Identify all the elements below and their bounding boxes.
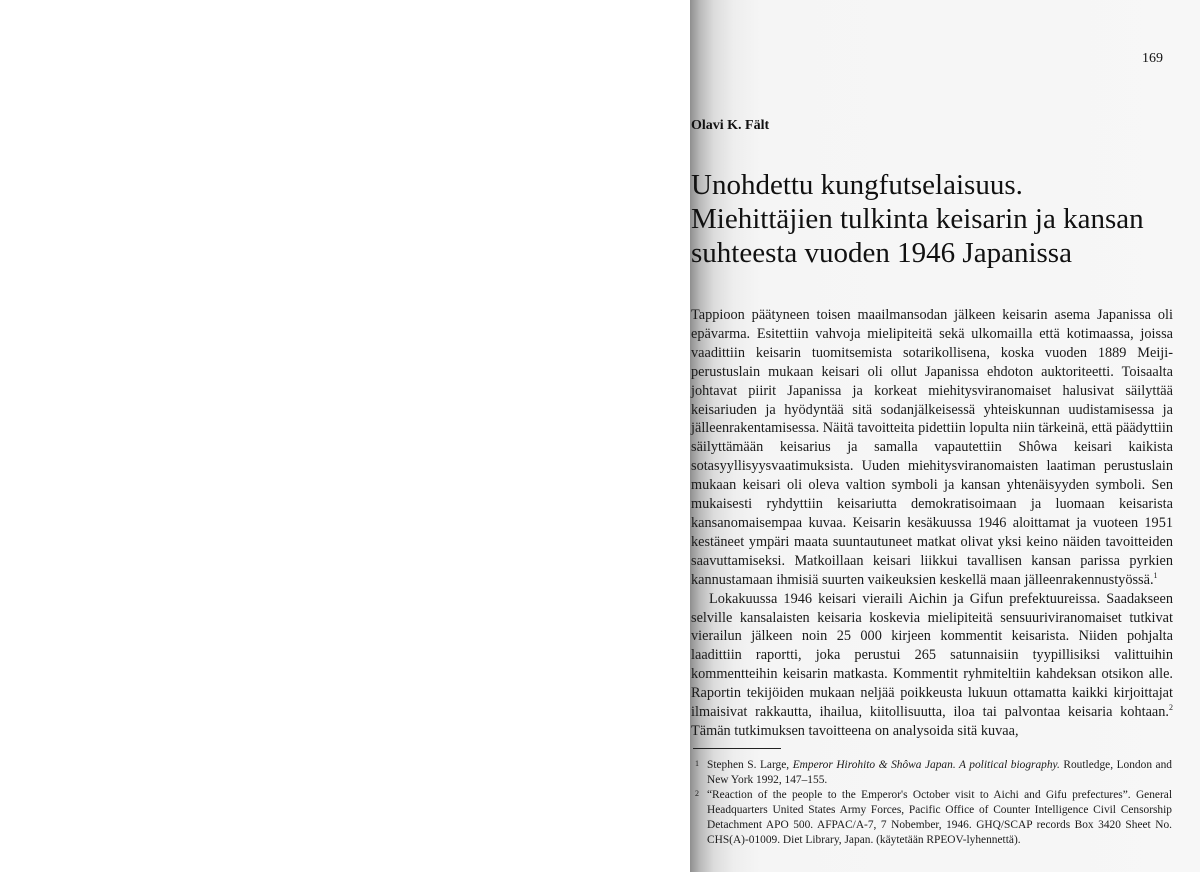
footnotes bbox=[692, 758, 1172, 848]
footnote-number: 1 bbox=[695, 759, 699, 768]
footnote-2 bbox=[692, 788, 1172, 848]
article-title: Unohdettu kungfutselaisuus. Miehittäjien tulkinta keisarin ja kansan suhteesta vuoden 1946 Japanissa bbox=[691, 169, 1144, 269]
footnote-divider bbox=[693, 748, 781, 749]
footnote-1-author: Stephen S. Large, bbox=[707, 759, 793, 771]
paragraph-2-text: Lokakuussa 1946 keisari vieraili Aichin ja Gifun prefektuureissa. Saadakseen selville kansalaisten keisaria koskevia mielipiteitä sensuuriviranomaiset tutkivat vierailun jälkeen noin 25 000 kirjeen kommentit keisarista. Niiden pohjalta laadittiin raportti, joka perustui 265 satunnaisiin tyypillisiksi valittuihin kommentteihin keisarin matkasta. Kommentit ryhmiteltiin kahdeksan otsikon alle. Raportin tekijöiden mukaan neljää poikkeusta lukuun ottamatta kaikki kirjoittajat ilmaisivat rakkautta, ihailua, kiitollisuutta, iloa tai palvontaa keisaria kohtaan. bbox=[691, 590, 1173, 721]
footnote-ref-1: 1 bbox=[1153, 570, 1158, 580]
author-name: Olavi K. Fält bbox=[691, 118, 770, 133]
article-body bbox=[691, 306, 1173, 741]
page-number: 169 bbox=[1142, 51, 1163, 66]
footnote-number: 2 bbox=[695, 789, 699, 798]
footnote-1-publisher: Routledge, London and New York 1992, 147–155. bbox=[707, 759, 1173, 786]
footnote-ref-2: 2 bbox=[1169, 703, 1173, 713]
paragraph-2 bbox=[691, 590, 1173, 741]
paragraph-1-text: Tappioon päätyneen toisen maailmansodan jälkeen keisarin asema Japanissa oli epävarma. Esitettiin vahvoja mielipiteitä sekä ulkomailla että kotimaassa, joissa vaadittiin keisarin tuomitsemista sotarikollisena, koska vuoden 1889 Meiji-perustuslain mukaan keisari oli ollut Japanissa ehdoton auktoriteetti. Toisaalta johtavat piirit Japanissa ja korkeat miehitysviranomaiset halusivat säilyttää keisariuden ja hyödyntää sitä sodanjälkeisessä yhteiskunnan uudistamisessa ja jälleenrakentamisessa. Näitä tavoitteita pidettiin lopulta niin tärkeinä, että päädyttiin säilyttämään keisarius ja samalla vapautettiin Shôwa keisari kaikista sotasyyllisyysvaatimuksista. Uuden miehitysviranomaisten laatiman perustuslain mukaan keisari oli oleva valtion symboli ja kansan yhtenäisyyden symboli. Sen mukaisesti ryhdyttiin keisariutta demokratisoimaan ja luomaan keisarista kansanomaisempaa kuvaa. Keisarin kesäkuussa 1946 aloittamat ja vuoteen 1951 kestäneet ympäri maata suuntautuneet matkat olivat yksi keino näiden tavoitteiden saavuttamiseksi. Matkoillaan keisari liikkui tavallisen kansan parissa pyrkien kannustamaan ihmisiä suurten vaikeuksien keskellä maan jälleenrakennustyössä. bbox=[691, 307, 1173, 588]
footnote-text: “Reaction of the people to the Emperor's October visit to Aichi and Gifu prefectures”. General Headquarters United States Army Forces, Pacific Office of Counter Intelligence Civil Censorship Detachment APO 500. AFPAC/A-7, 7 Nobember, 1946. GHQ/SCAP records Box 3420 Sheet No. CHS(A)-01009. Diet Library, Japan. (käytetään RPEOV-lyhennettä). bbox=[707, 789, 1172, 846]
paragraph-1 bbox=[691, 306, 1173, 590]
paragraph-2-continuation: Tämän tutkimuksen tavoitteena on analysoida sitä kuvaa, bbox=[691, 722, 1019, 739]
footnote-text bbox=[707, 758, 1172, 788]
footnote-1-book-title: Emperor Hirohito & Shôwa Japan. A political biography. bbox=[792, 759, 1060, 771]
footnote-1 bbox=[692, 758, 1172, 788]
